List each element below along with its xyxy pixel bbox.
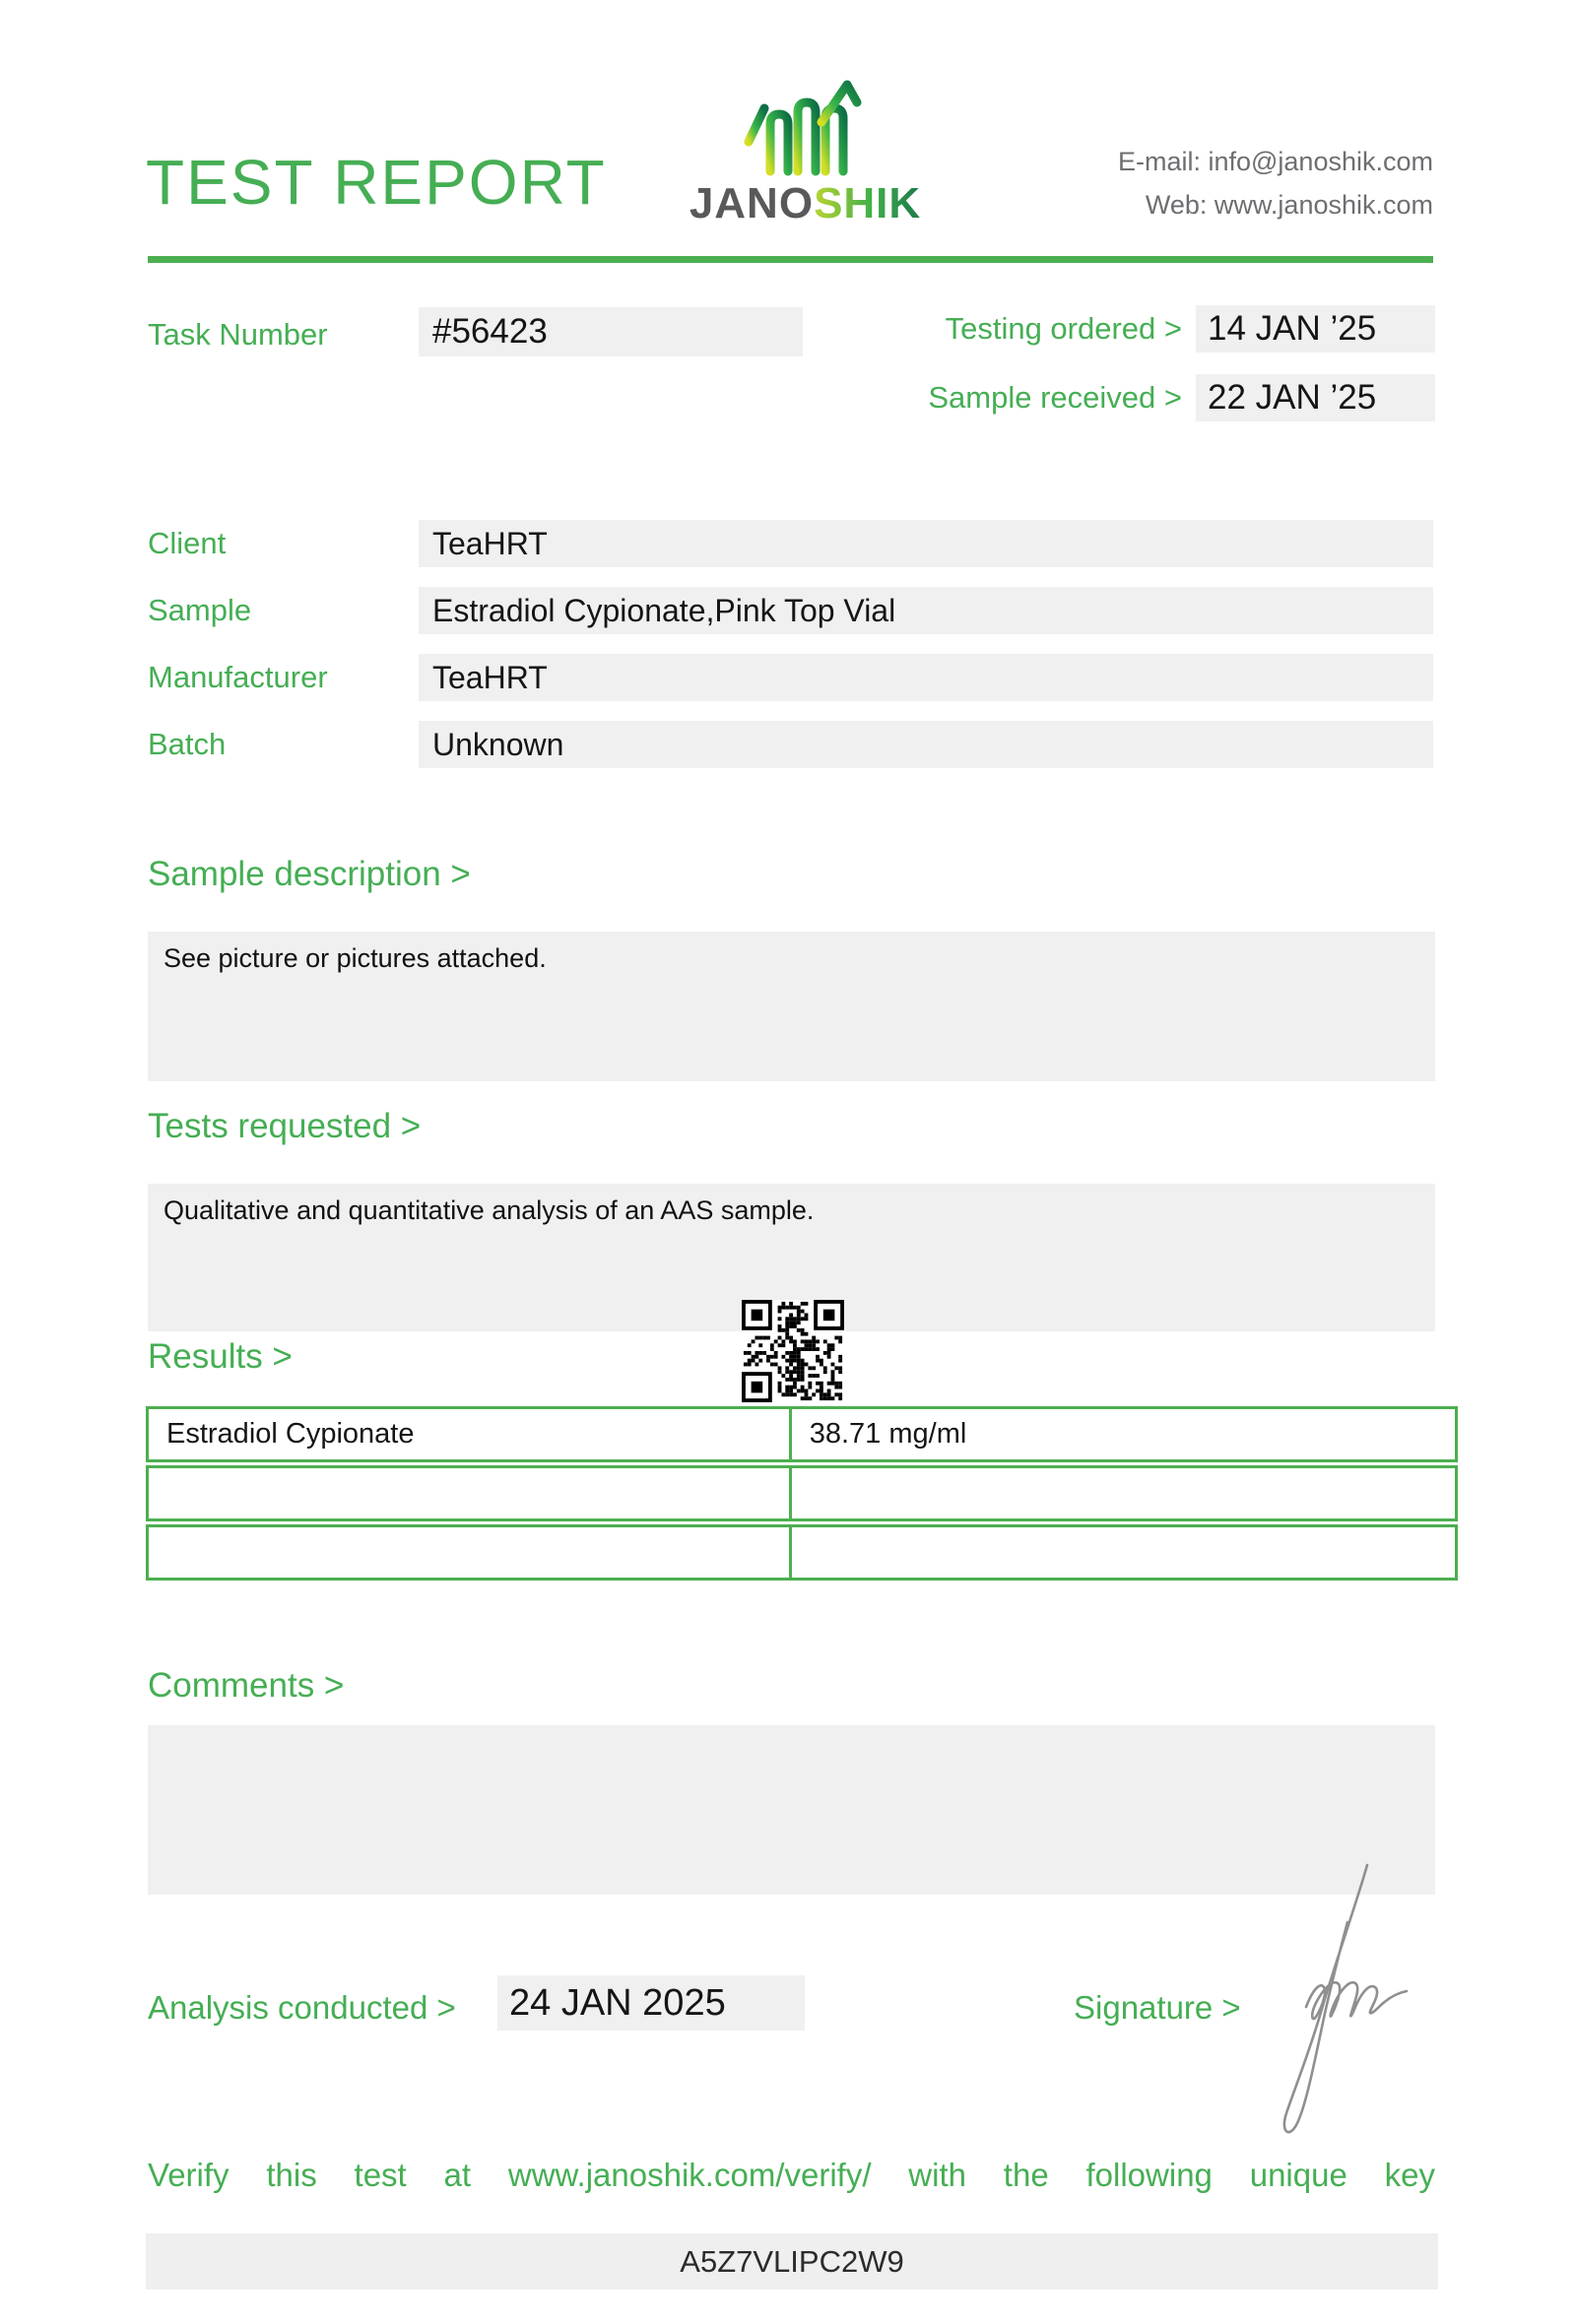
comments-heading: Comments > — [148, 1666, 345, 1705]
results-table — [146, 1406, 1458, 1581]
client-label: Client — [148, 526, 227, 560]
manufacturer-label: Manufacturer — [148, 660, 328, 694]
sample-description-box: See picture or pictures attached. — [148, 932, 1435, 1081]
result-substance — [149, 1468, 789, 1518]
tests-requested-box: Qualitative and quantitative analysis of an AAS sample. — [148, 1184, 1435, 1331]
batch-value: Unknown — [419, 721, 1433, 768]
manufacturer-value: TeaHRT — [419, 654, 1433, 701]
web-line: Web: www.janoshik.com — [1145, 190, 1433, 220]
header-divider — [148, 256, 1433, 263]
contact-block — [1118, 140, 1433, 226]
verify-instruction: Verify this test at www.janoshik.com/verify/ with the following unique key — [148, 2157, 1435, 2193]
testing-ordered-label: Testing ordered > — [945, 311, 1182, 346]
logo-jano: JANO — [689, 179, 815, 227]
result-concentration: 38.71 mg/ml — [789, 1409, 1455, 1459]
signature-image — [1261, 1861, 1418, 2157]
logo-shik: SHIK — [814, 179, 922, 227]
sample-label: Sample — [148, 593, 252, 627]
comments-box — [148, 1725, 1435, 1895]
result-substance — [149, 1527, 789, 1578]
task-number-label: Task Number — [148, 317, 328, 352]
unique-key: A5Z7VLIPC2W9 — [146, 2233, 1438, 2290]
sample-description-heading: Sample description > — [148, 855, 471, 893]
analysis-conducted-label: Analysis conducted > — [148, 1989, 456, 2026]
results-row — [146, 1524, 1458, 1581]
qr-code — [742, 1300, 844, 1402]
testing-ordered-row — [867, 305, 1435, 353]
sample-row — [148, 587, 1433, 634]
signature-label: Signature > — [1074, 1989, 1241, 2026]
batch-row — [148, 721, 1433, 768]
manufacturer-row — [148, 654, 1433, 701]
email-line: E-mail: info@janoshik.com — [1117, 147, 1433, 176]
janoshik-logo — [680, 77, 931, 228]
sample-received-label: Sample received > — [928, 380, 1182, 415]
tests-requested-heading: Tests requested > — [148, 1107, 422, 1145]
logo-wordmark — [680, 179, 931, 228]
analysis-conducted-date: 24 JAN 2025 — [497, 1975, 805, 2031]
task-number-value: #56423 — [419, 307, 803, 356]
sample-value: Estradiol Cypionate,Pink Top Vial — [419, 587, 1433, 634]
bar-chart-logo-icon — [737, 77, 875, 177]
results-heading: Results > — [148, 1337, 293, 1376]
client-row — [148, 520, 1433, 567]
results-row — [146, 1465, 1458, 1521]
result-concentration — [789, 1527, 1455, 1578]
result-concentration — [789, 1468, 1455, 1518]
sample-received-date: 22 JAN ’25 — [1196, 374, 1435, 421]
page-title: TEST REPORT — [146, 147, 607, 218]
sample-received-row — [867, 374, 1435, 421]
batch-label: Batch — [148, 727, 227, 761]
testing-ordered-date: 14 JAN ’25 — [1196, 305, 1435, 353]
results-row — [146, 1406, 1458, 1462]
client-value: TeaHRT — [419, 520, 1433, 567]
result-substance: Estradiol Cypionate — [166, 1418, 415, 1450]
